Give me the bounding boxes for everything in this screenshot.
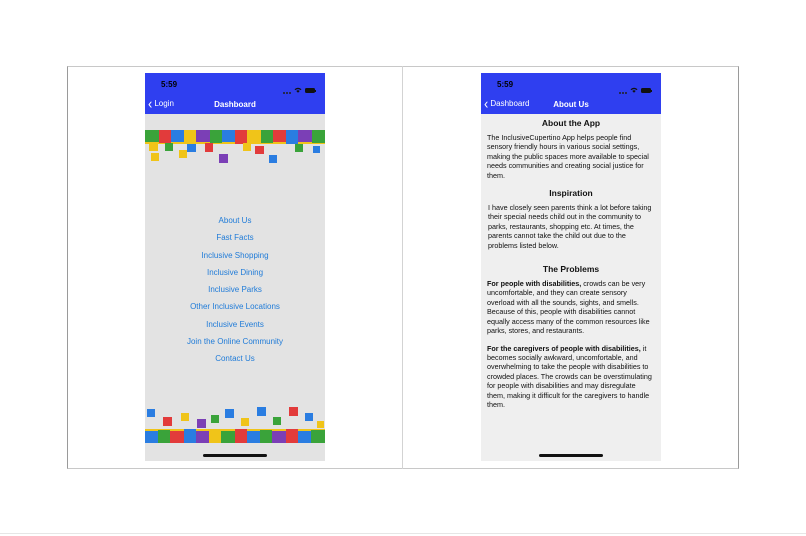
dashboard-screen bbox=[145, 73, 325, 461]
menu-item-about-us[interactable]: About Us bbox=[218, 216, 252, 225]
nav-bar bbox=[145, 95, 325, 114]
problem-caregivers bbox=[487, 344, 655, 410]
about-content bbox=[487, 118, 655, 417]
menu-item-inclusive-shopping[interactable]: Inclusive Shopping bbox=[201, 250, 269, 260]
home-indicator[interactable] bbox=[203, 454, 267, 457]
menu-item-contact-us[interactable]: Contact Us bbox=[215, 354, 255, 364]
about-us-screen bbox=[481, 73, 661, 461]
problem-disabilities-lead: For people with disabilities, bbox=[487, 279, 582, 289]
problem-disabilities bbox=[487, 279, 655, 335]
nav-title: About Us bbox=[553, 100, 589, 109]
home-indicator[interactable] bbox=[539, 454, 603, 457]
status-bar bbox=[481, 73, 661, 95]
about-text: The InclusiveCupertino App helps people find sensory friendly hours in various social settings, making the public spaces more available to special needs communities and creating social justice for them. bbox=[487, 133, 649, 180]
inspiration-heading: Inspiration bbox=[549, 188, 593, 199]
puzzle-banner-top bbox=[145, 130, 325, 170]
back-chevron-icon: ‹ bbox=[148, 95, 153, 112]
back-button-label: Dashboard bbox=[490, 99, 530, 108]
status-time: 5:59 bbox=[497, 80, 514, 89]
problem-disabilities-body: crowds can be very uncomfortable, and they can create sensory overload with all the sounds, sights, and smells. Because of this, people with disabilities cannot equally access many of the common resources like parks, stores, and restaurants. bbox=[487, 279, 650, 336]
nav-title: Dashboard bbox=[214, 100, 256, 109]
panel-divider bbox=[402, 66, 403, 469]
menu-item-fast-facts[interactable]: Fast Facts bbox=[216, 233, 254, 243]
back-button-label: Login bbox=[154, 99, 174, 108]
status-time: 5:59 bbox=[161, 80, 178, 89]
menu-item-inclusive-dining[interactable]: Inclusive Dining bbox=[206, 267, 264, 277]
status-bar bbox=[145, 73, 325, 95]
nav-bar bbox=[481, 95, 661, 114]
bottom-rule bbox=[0, 533, 806, 534]
battery-icon bbox=[641, 88, 651, 93]
menu-item-inclusive-parks[interactable]: Inclusive Parks bbox=[208, 285, 262, 295]
back-chevron-icon: ‹ bbox=[484, 95, 489, 112]
inspiration-text: I have closely seen parents think a lot before taking their special needs child out in the community to parks, restaurants, shopping etc. At times, the parents cannot take the child out due to the problems listed below. bbox=[488, 203, 652, 250]
wifi-icon bbox=[294, 87, 302, 93]
menu-item-inclusive-events[interactable]: Inclusive Events bbox=[206, 319, 264, 329]
puzzle-banner-bottom bbox=[145, 403, 325, 443]
problem-caregivers-lead: For the caregivers of people with disabilities, bbox=[487, 343, 641, 353]
battery-icon bbox=[305, 88, 315, 93]
problems-heading: The Problems bbox=[542, 264, 600, 275]
about-heading: About the App bbox=[541, 118, 601, 128]
menu-item-join-online-community[interactable]: Join the Online Community bbox=[186, 337, 284, 347]
menu-item-other-inclusive-locations[interactable]: Other Inclusive Locations bbox=[190, 302, 280, 312]
dashboard-menu bbox=[145, 212, 325, 368]
wifi-icon bbox=[630, 87, 638, 93]
problem-caregivers-body: it becomes socially awkward, uncomfortable, and overwhelming to take the people with disabilities to crowded places. The crowds can be overstimulating for people with disabilities and may disregulate them, making it difficult for the caregivers to handle them. bbox=[487, 343, 652, 409]
